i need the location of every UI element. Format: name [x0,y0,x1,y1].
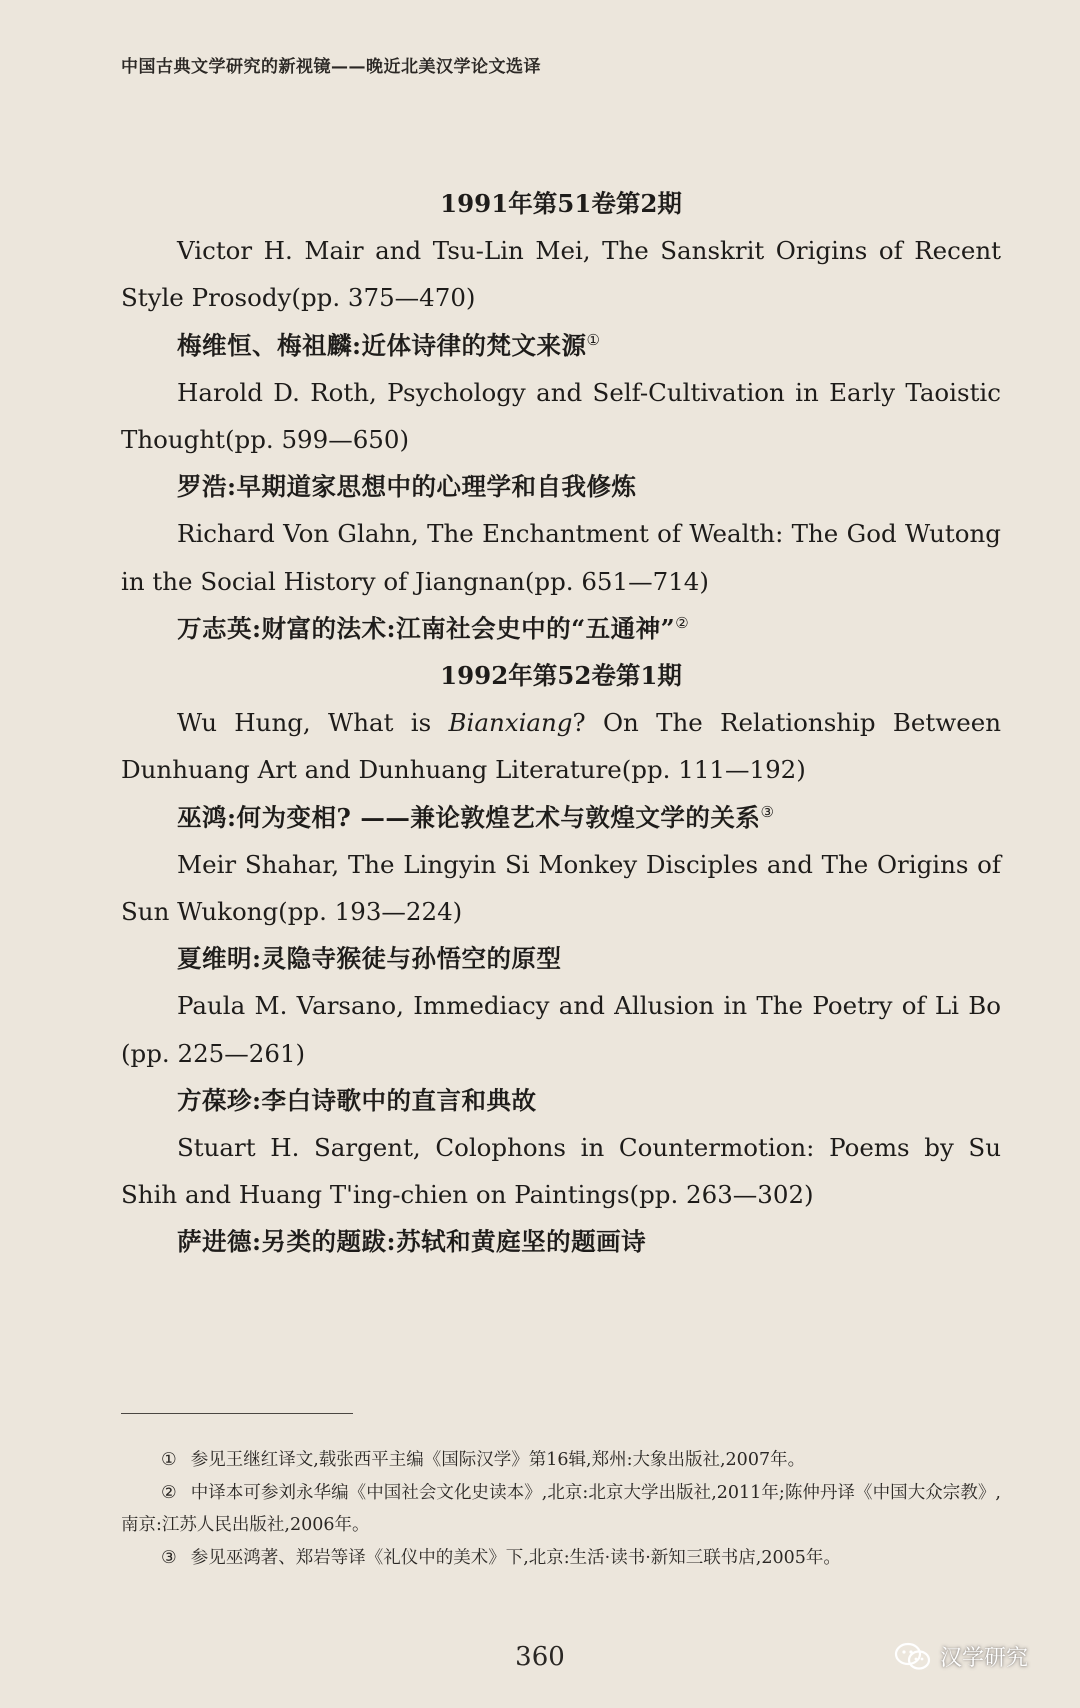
footnote-ref: ① [586,330,601,349]
footnote-mark: ② [161,1482,177,1503]
footnote-mark: ③ [161,1547,177,1568]
footnote-ref: ② [675,613,690,632]
article-english-title: Stuart H. Sargent, Colophons in Countermotion: Poems by Su Shih and Huang T'ing-chien on Paintings(pp. 263—302) [121,1133,1001,1210]
title-text-after: ? On The Relationship Between Dunhuang Art and Dunhuang Literature(pp. 111—192) [121,708,1002,785]
page-number: 360 [515,1642,565,1672]
footnotes [121,1444,1001,1574]
chinese-title-text: 巫鸿:何为变相? ——兼论敦煌艺术与敦煌文学的关系 [177,802,761,832]
article-chinese-title: 方葆珍:李白诗歌中的直言和典故 [177,1085,537,1115]
footnote [121,1444,1001,1477]
footnote-divider [121,1413,353,1414]
article-english-title [121,699,1001,793]
wechat-icon [894,1642,932,1672]
footnote-ref: ③ [760,802,775,821]
chinese-title-text: 万志英:财富的法术:江南社会史中的“五通神” [177,613,676,643]
footnote [121,1542,1001,1575]
title-text-italic: Bianxiang [448,708,573,738]
running-head: 中国古典文学研究的新视镜——晚近北美汉学论文选译 [121,57,541,77]
footnote-text: 中译本可参刘永华编《中国社会文化史读本》,北京:北京大学出版社,2011年;陈仲丹译《中国大众宗教》,南京:江苏人民出版社,2006年。 [121,1482,1001,1535]
footnote-mark: ① [161,1450,177,1470]
article-english-title: Richard Von Glahn, The Enchantment of Wealth: The God Wutong in the Social History of Jiangnan(pp. 651—714) [121,519,1001,596]
article-chinese-title: 萨进德:另类的题跋:苏轼和黄庭坚的题画诗 [177,1227,647,1257]
article-english-title: Victor H. Mair and Tsu-Lin Mei, The Sanskrit Origins of Recent Style Prosody(pp. 375—470) [121,236,1001,313]
issue-heading: 1991年第51卷第2期 [440,189,682,218]
footnote-text: 参见王继红译文,载张西平主编《国际汉学》第16辑,郑州:大象出版社,2007年。 [190,1450,806,1470]
article-chinese-title: 夏维明:灵隐寺猴徒与孙悟空的原型 [177,944,562,974]
article-chinese-title: 罗浩:早期道家思想中的心理学和自我修炼 [177,472,637,502]
watermark [894,1641,1028,1672]
title-text-before: Wu Hung, What is [177,708,449,738]
article-english-title: Paula M. Varsano, Immediacy and Allusion in The Poetry of Li Bo (pp. 225—261) [121,991,1001,1068]
chinese-title-text: 梅维恒、梅祖麟:近体诗律的梵文来源 [177,330,587,360]
article-chinese-title [121,322,1001,369]
article-chinese-title [121,605,1001,652]
article-chinese-title [121,794,1001,841]
issue-heading: 1992年第52卷第1期 [440,661,682,691]
article-list [121,180,1001,1266]
watermark-text: 汉学研究 [940,1646,1029,1671]
footnote-text: 参见巫鸿著、郑岩等译《礼仪中的美术》下,北京:生活·读书·新知三联书店,2005年。 [190,1547,841,1568]
article-english-title: Meir Shahar, The Lingyin Si Monkey Disciples and The Origins of Sun Wukong(pp. 193—224) [121,849,1001,927]
footnote [121,1477,1001,1542]
article-english-title: Harold D. Roth, Psychology and Self-Cultivation in Early Taoistic Thought(pp. 599—650) [121,377,1001,455]
